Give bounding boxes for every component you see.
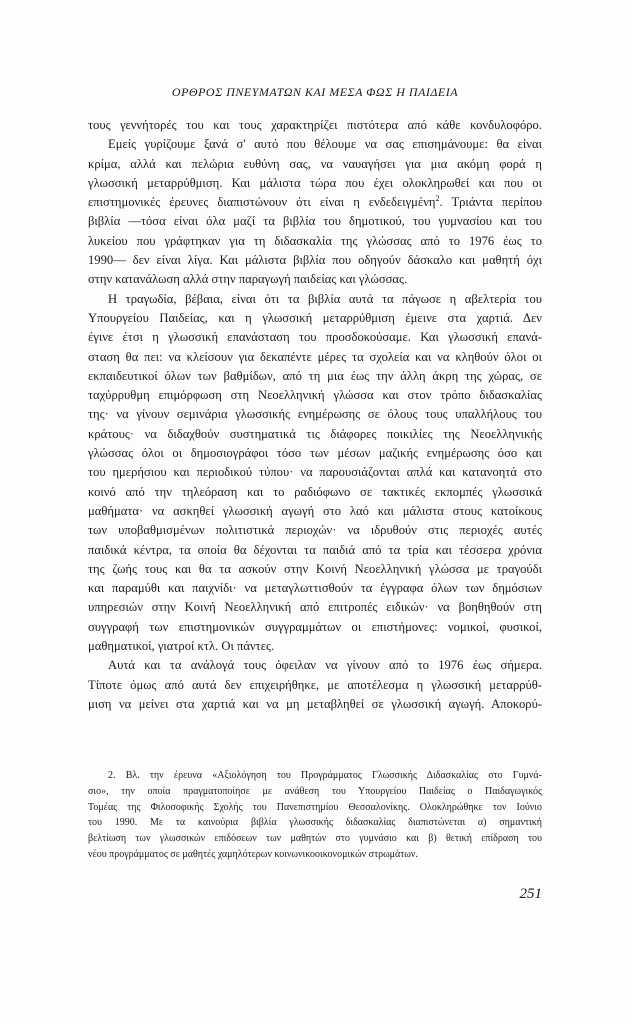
body-line: ταχύρρυθμη επιμόρφωση στη Νεοελληνική γλώσσα και στον τρόπο διδασκαλίας (88, 388, 542, 403)
body-line: κράτους· να διδαχθούν συστηματικά τις διάφορες ποικιλίες της Νεοελληνικής (88, 426, 542, 441)
body-line: μιση να μείνει στα χαρτιά και να μη μεταβληθεί σε γλωσσική αγωγή. Αποκορύ- (88, 696, 542, 711)
body-line: βιβλία —τόσα είναι όλα μαζί τα βιβλία του δημοτικού, του γυμνασίου και του (88, 214, 542, 229)
body-line: του ημερήσιου και περιοδικού τύπου· να παρουσιάζονται απλά και κατανοητά στο (88, 465, 542, 480)
body-line: Αυτά και τα ανάλογά τους όφειλαν να γίνουν από το 1976 έως σήμερα. (108, 658, 542, 673)
body-line-with-footnote-ref (88, 193, 542, 212)
page-number: 251 (519, 886, 542, 902)
footnote-line: του 1990. Με τα καινούρια βιβλία γλωσσικής διδασκαλίας διαπιστώνεται α) σημαντική (88, 817, 542, 829)
body-line: μαθηματικοί, γιατροί κτλ. Οι πάντες. (88, 639, 275, 654)
body-line: στην κατανάλωση αλλά στην παραγωγή παιδείας και γλώσσας. (88, 272, 408, 287)
body-line: μαθήματα· να ασκηθεί γλωσσική αγωγή στο λαό και μάλιστα στους κατοίκους (88, 503, 542, 518)
body-line-tail: . Τριάντα περίπου (439, 195, 542, 210)
body-line: κρίμα, αλλά και πελώρια ευθύνη σας, να ναυαγήσει για μια ακόμη φορά η (88, 156, 542, 171)
body-line: των υποβαθμισμένων πολιτιστικά περιοχών· να ιδρυθούν στις περιοχές αυτές (88, 523, 542, 538)
body-line: της ζωής τους και θα τα ασκούν στην Κοινή Νεοελληνική γλώσσα με τραγούδι (88, 561, 542, 576)
body-line: λυκείου που γράφτηκαν για τη διδασκαλία της γλώσσας από το 1976 έως το (88, 233, 542, 248)
running-header: ΟΡΘΡΟΣ ΠΝΕΥΜΑΤΩΝ ΚΑΙ ΜΕΣΑ ΦΩΣ Η ΠΑΙΔΕΙΑ (171, 85, 459, 99)
footnote (88, 768, 542, 863)
body-line: Η τραγωδία, βέβαια, είναι ότι τα βιβλία αυτά τα πάγωσε η αβελτερία του (108, 291, 542, 306)
footnote-line: Τομέας της Φιλοσοφικής Σχολής του Πανεπιστημίου Θεσσαλονίκης. Ολοκληρώθηκε τον Ιούνιο (88, 801, 542, 813)
body-line: της· να γίνουν σεμινάρια γλωσσικής ενημέρωσης σε όλους τους υπαλλήλους του (88, 407, 542, 422)
footnote-line: νέου προγράμματος σε μαθητές χαμηλότερων κοινωνικοοικονομικών στρωμάτων. (88, 848, 418, 860)
body-line: έγινε έτσι η γλωσσική επανάσταση του προσδοκούσαμε. Και γλωσσική επανά- (88, 330, 542, 345)
body-line: και παραμύθι και παιχνίδι· να μεταγλωττισθούν τα έγγραφα όλων των δημόσιων (88, 581, 542, 596)
body-line: εκπαιδευτικοί όλων των βαθμίδων, από τη μια έως την άλλη άκρη της χώρας, σε (88, 368, 542, 383)
body-line: τους γεννήτορές του και τους χαρακτηρίζει πιστότερα από κάθε κονδυλοφόρο. (88, 118, 542, 132)
body-line: συγγραφή των επιστημονικών συγγραμμάτων οι επιστήμονες: νομικοί, φυσικοί, (88, 619, 542, 634)
body-line: γλωσσική μεταρρύθμιση. Και μάλιστα τώρα που έχει ολοκληρωθεί και που οι (88, 175, 542, 190)
footnote-line: βελτίωση των γλωσσικών επιδόσεων των μαθητών στο γυμνάσιο και β) θετική επίδραση του (88, 833, 542, 845)
body-line: Υπουργείου Παιδείας, και η γλωσσική μεταρρύθμιση έμεινε στα χαρτιά. Δεν (88, 310, 542, 325)
body-line: κοινό από την τηλεόραση και το ραδιόφωνο σε τακτικές εκπομπές γλωσσικά (88, 484, 542, 499)
footnote-line: 2. Βλ. την έρευνα «Αξιολόγηση του Προγράμματος Γλωσσικής Διδασκαλίας στο Γυμνά- (108, 770, 542, 781)
body-line: Εμείς γυρίζουμε ξανά σ' αυτό που θέλουμε να σας επισημάνουμε: θα είναι (108, 137, 542, 152)
footnote-ref: 2 (435, 194, 440, 203)
body-line-text: επιστημονικές έρευνες διαπιστώνουν ότι είναι η ενδεδειγμένη (88, 195, 436, 210)
footnote-line: σιο», την οποία πραγματοποίησε με ανάθεση του Υπουργείου Παιδείας ο Παιδαγωγικός (88, 785, 542, 797)
body-line: παιδικά κέντρα, τα οποία θα δέχονται τα παιδιά από τα τρία και τέσσερα χρόνια (88, 542, 542, 557)
body-line: υπηρεσιών στην Κοινή Νεοελληνική από επιτροπές ειδικών· να βοηθηθούν στη (88, 600, 542, 615)
body-line: Τίποτε όμως από αυτά δεν επιχειρήθηκε, με αποτέλεσμα η γλωσσική μεταρρύθ- (88, 677, 542, 692)
body-line: 1990— δεν είναι λίγα. Και μάλιστα βιβλία που οδηγούν δάσκαλο και μαθητή όχι (88, 253, 542, 268)
body-line: σταση θα πει: να κλείσουν για δεκαπέντε μέρες τα σχολεία και να κληθούν όλοι οι (88, 349, 542, 364)
body-line: γλώσσας όλοι οι δημοσιογράφοι τόσο των μέσων μαζικής ενημέρωσης όσο και (88, 446, 542, 461)
body-text (88, 116, 542, 714)
